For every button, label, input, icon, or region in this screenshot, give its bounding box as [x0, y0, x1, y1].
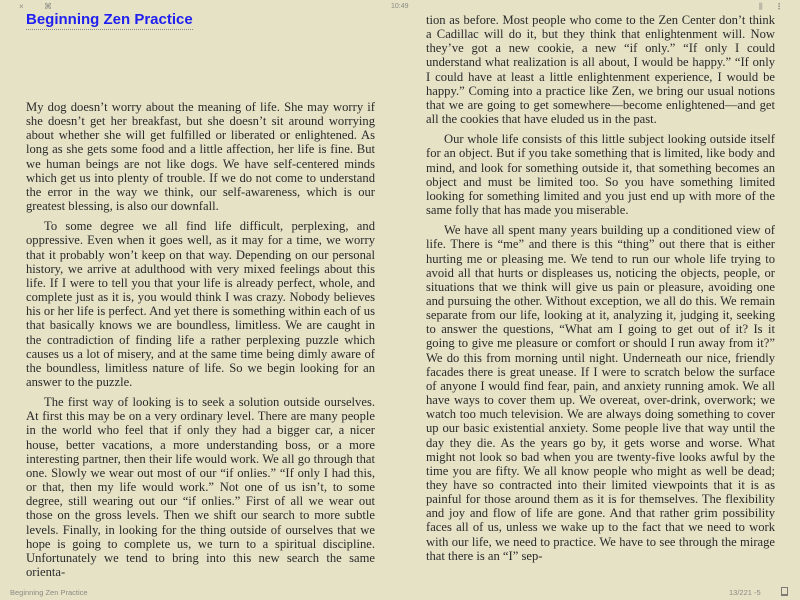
right-page	[426, 13, 775, 569]
paragraph: Our whole life consists of this little subject looking outside itself for an object. But if you take something that is limited, like body and mind, and look for something outside it, that something becomes an object and must be limited too. So you have something limited looking for something limited and you just end up with more of the same folly that has made you miserable.	[426, 132, 775, 218]
page-indicator: 13/221 -5	[729, 588, 761, 597]
close-icon[interactable]: ×	[19, 2, 24, 11]
paragraph: The first way of looking is to seek a solution outside ourselves. At first this may be on a very ordinary level. There are many people in the world who feel that if only they had a bigger car, a nicer house, better vacations, a more understanding boss, or a more interesting partner, then their life would work. We all go through that one. Slowly we wear out most of our “if onlies.” “If only I had this, or that, then my life would work.” Not one of us isn’t, to some degree, still wearing out our “if onlies.” First of all we wear out those on the gross levels. Then we shift our search to more subtle levels. Finally, in looking for the thing outside of ourselves that we hope is going to complete us, we turn to a spiritual discipline. Unfortunately we tend to bring into this new search the same orienta-	[26, 395, 375, 579]
footer-bar	[0, 584, 800, 600]
clock-time: 10:49	[391, 3, 409, 10]
command-icon[interactable]: ⌘	[44, 2, 52, 11]
paragraph: To some degree we all find life difficult, perplexing, and oppressive. Even when it goes well, as it may for a time, we worry that it probably won’t keep on that way. Depending on our personal history, we arrive at adulthood with very mixed feelings about this life. If I were to tell you that your life is already perfect, whole, and complete just as it is, you would think I was crazy. Nobody believes his or her life is perfect. And yet there is something within each of us that basically knows we are boundless, limitless. We are caught in the contradiction of finding life a rather perplexing puzzle which causes us a lot of misery, and at the same time being dimly aware of the boundless, limitless nature of life. So we begin looking for an answer to the puzzle.	[26, 219, 375, 389]
bookmark-icon[interactable]	[781, 587, 788, 596]
book-title-link[interactable]: Beginning Zen Practice	[26, 11, 193, 28]
left-page	[26, 100, 375, 585]
paragraph: We have all spent many years building up a conditioned view of life. There is “me” and there is this “thing” out there that is either hurting me or pleasing me. We tend to run our whole life trying to avoid all that hurts or displeases us, noticing the objects, people, or situations that we think will give us pain or pleasure, avoiding one and pursuing the other. Without exception, we all do this. We remain separate from our life, looking at it, analyzing it, judging it, seeking to answer the questions, “What am I going to get out of it? Is it going to give me pleasure or comfort or should I run away from it?” We do this from morning until night. Underneath our nice, friendly facades there is great unease. If I were to scratch below the surface of anyone I would find fear, pain, and anxiety running amok. We all have ways to cover them up. We overeat, over-drink, overwork; we watch too much television. We are always doing something to cover up our basic existential anxiety. Some people live that way until the day they die. As the years go by, it gets worse and worse. What might not look so bad when you are twenty-five looks awful by the time you are fifty. We all know people who might as well be dead; they have so contracted into their limited viewpoints that it is as painful for those around them as it is for themselves. The flexibility and joy and flow of life are gone. And that rather grim possibility faces all of us, unless we wake up to the fact that we need to work with our life, we need to practice. We have to see through the mirage that there is an “I” sep-	[426, 223, 775, 563]
more-options-icon[interactable]: ⋮	[775, 2, 783, 11]
columns-icon[interactable]: ⫼	[759, 2, 763, 11]
paragraph: My dog doesn’t worry about the meaning of life. She may worry if she doesn’t get her breakfast, but she doesn’t sit around worrying about whether she will get fulfilled or liberated or enlightened. As long as she gets some food and a little affection, her life is fine. But we human beings are not like dogs. We have self-centered minds which get us into plenty of trouble. If we do not come to understand the error in the way we think, our self-awareness, which is our greatest blessing, is also our downfall.	[26, 100, 375, 214]
paragraph: tion as before. Most people who come to the Zen Center don’t think a Cadillac will do it, but they think that enlightenment will. Now they’ve got a new cookie, a new “if only.” “If only I could understand what realization is all about, I would be happy.” “If only I could have at least a little enlightenment experience, I would be happy.” Coming into a practice like Zen, we bring our usual notions that we are going to get somewhere—become enlightened—and get all the cookies that have eluded us in the past.	[426, 13, 775, 127]
footer-book-title: Beginning Zen Practice	[10, 588, 88, 597]
